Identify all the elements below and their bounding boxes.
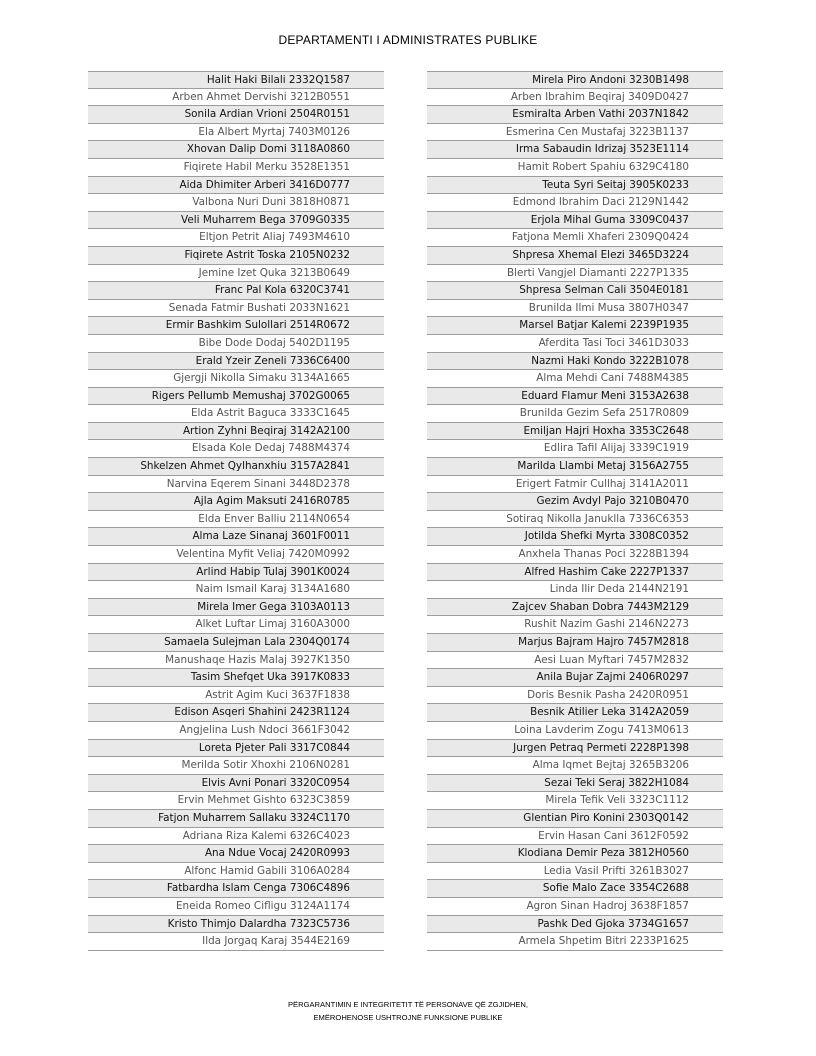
- list-item: Ermir Bashkim Sulollari 2514R0672: [88, 317, 384, 335]
- list-item: Besnik Atilier Leka 3142A2059: [427, 704, 723, 722]
- list-item: Eneida Romeo Cifligu 3124A1174: [88, 898, 384, 916]
- list-item: Jemine Izet Quka 3213B0649: [88, 265, 384, 283]
- list-item: Sonila Ardian Vrioni 2504R0151: [88, 106, 384, 124]
- list-item: Jurgen Petraq Permeti 2228P1398: [427, 740, 723, 758]
- list-item: Brunilda Ilmi Musa 3807H0347: [427, 300, 723, 318]
- list-item: Tasim Shefqet Uka 3917K0833: [88, 669, 384, 687]
- list-item: Esmerina Cen Mustafaj 3223B1137: [427, 124, 723, 142]
- list-item: Alma Mehdi Cani 7488M4385: [427, 370, 723, 388]
- list-item: Merilda Sotir Xhoxhi 2106N0281: [88, 757, 384, 775]
- list-item: Alma Laze Sinanaj 3601F0011: [88, 528, 384, 546]
- list-item: Ledia Vasil Prifti 3261B3027: [427, 863, 723, 881]
- list-item: Franc Pal Kola 6320C3741: [88, 282, 384, 300]
- list-item: Irma Sabaudin Idrizaj 3523E1114: [427, 141, 723, 159]
- list-item: Marjus Bajram Hajro 7457M2818: [427, 634, 723, 652]
- list-item: Fiqirete Astrit Toska 2105N0232: [88, 247, 384, 265]
- list-item: Ela Albert Myrtaj 7403M0126: [88, 124, 384, 142]
- list-item: Erigert Fatmir Cullhaj 3141A2011: [427, 476, 723, 494]
- list-item: Ervin Hasan Cani 3612F0592: [427, 828, 723, 846]
- list-item: Alfonc Hamid Gabili 3106A0284: [88, 863, 384, 881]
- list-item: Aesi Luan Myftari 7457M2832: [427, 652, 723, 670]
- list-item: Blerti Vangjel Diamanti 2227P1335: [427, 265, 723, 283]
- list-item: Agron Sinan Hadroj 3638F1857: [427, 898, 723, 916]
- list-item: Angjelina Lush Ndoci 3661F3042: [88, 722, 384, 740]
- list-item: Manushaqe Hazis Malaj 3927K1350: [88, 652, 384, 670]
- list-item: Rushit Nazim Gashi 2146N2273: [427, 616, 723, 634]
- list-item: Mirela Imer Gega 3103A0113: [88, 599, 384, 617]
- list-item: Emiljan Hajri Hoxha 3353C2648: [427, 423, 723, 441]
- list-item: Zajcev Shaban Dobra 7443M2129: [427, 599, 723, 617]
- list-item: Rigers Pellumb Memushaj 3702G0065: [88, 388, 384, 406]
- list-item: Nazmi Haki Kondo 3222B1078: [427, 353, 723, 371]
- list-item: Alma Iqmet Bejtaj 3265B3206: [427, 757, 723, 775]
- list-item: Shpresa Xhemal Elezi 3465D3224: [427, 247, 723, 265]
- list-item: Fiqirete Habil Merku 3528E1351: [88, 159, 384, 177]
- footer-line-2: EMËROHENOSE USHTROJNË FUNKSIONE PUBLIKE: [313, 1013, 503, 1022]
- list-item: Bibe Dode Dodaj 5402D1195: [88, 335, 384, 353]
- list-item: Edlira Tafil Alijaj 3339C1919: [427, 440, 723, 458]
- list-item: Ajla Agim Maksuti 2416R0785: [88, 493, 384, 511]
- list-item: Gezim Avdyl Pajo 3210B0470: [427, 493, 723, 511]
- list-item: Loina Lavderim Zogu 7413M0613: [427, 722, 723, 740]
- list-item: Samaela Sulejman Lala 2304Q0174: [88, 634, 384, 652]
- list-item: Ilda Jorgaq Karaj 3544E2169: [88, 933, 384, 951]
- list-item: Artion Zyhni Beqiraj 3142A2100: [88, 423, 384, 441]
- list-item: Shkelzen Ahmet Qylhanxhiu 3157A2841: [88, 458, 384, 476]
- list-item: Eltjon Petrit Aliaj 7493M4610: [88, 229, 384, 247]
- list-item: Aferdita Tasi Toci 3461D3033: [427, 335, 723, 353]
- list-item: Mirela Tefik Veli 3323C1112: [427, 792, 723, 810]
- list-item: Edison Asqeri Shahini 2423R1124: [88, 704, 384, 722]
- list-item: Halit Haki Bilali 2332Q1587: [88, 71, 384, 89]
- list-item: Anila Bujar Zajmi 2406R0297: [427, 669, 723, 687]
- list-item: Loreta Pjeter Pali 3317C0844: [88, 740, 384, 758]
- list-item: Glentian Piro Konini 2303Q0142: [427, 810, 723, 828]
- list-item: Ervin Mehmet Gishto 6323C3859: [88, 792, 384, 810]
- list-item: Jotilda Shefki Myrta 3308C0352: [427, 528, 723, 546]
- list-item: Elda Astrit Baguca 3333C1645: [88, 405, 384, 423]
- list-item: Shpresa Selman Cali 3504E0181: [427, 282, 723, 300]
- list-item: Adriana Riza Kalemi 6326C4023: [88, 828, 384, 846]
- list-item: Aida Dhimiter Arberi 3416D0777: [88, 177, 384, 195]
- list-item: Senada Fatmir Bushati 2033N1621: [88, 300, 384, 318]
- list-item: Fatjon Muharrem Sallaku 3324C1170: [88, 810, 384, 828]
- list-item: Alket Luftar Limaj 3160A3000: [88, 616, 384, 634]
- list-item: Linda Ilir Deda 2144N2191: [427, 581, 723, 599]
- list-item: Astrit Agim Kuci 3637F1838: [88, 687, 384, 705]
- list-item: Erald Yzeir Zeneli 7336C6400: [88, 353, 384, 371]
- list-item: Armela Shpetim Bitri 2233P1625: [427, 933, 723, 951]
- list-item: Esmiralta Arben Vathi 2037N1842: [427, 106, 723, 124]
- list-item: Brunilda Gezim Sefa 2517R0809: [427, 405, 723, 423]
- list-item: Teuta Syri Seitaj 3905K0233: [427, 177, 723, 195]
- list-item: Ana Ndue Vocaj 2420R0993: [88, 845, 384, 863]
- list-item: Pashk Ded Gjoka 3734G1657: [427, 916, 723, 934]
- list-item: Arlind Habip Tulaj 3901K0024: [88, 564, 384, 582]
- left-name-column: [88, 71, 384, 951]
- list-item: Sotiraq Nikolla Januklla 7336C6353: [427, 511, 723, 529]
- list-item: Velentina Myfit Veliaj 7420M0992: [88, 546, 384, 564]
- list-item: Arben Ibrahim Beqiraj 3409D0427: [427, 89, 723, 107]
- list-item: Gjergji Nikolla Simaku 3134A1665: [88, 370, 384, 388]
- list-item: Elda Enver Balliu 2114N0654: [88, 511, 384, 529]
- list-item: Narvina Eqerem Sinani 3448D2378: [88, 476, 384, 494]
- list-item: Xhovan Dalip Domi 3118A0860: [88, 141, 384, 159]
- list-item: Fatjona Memli Xhaferi 2309Q0424: [427, 229, 723, 247]
- list-item: Valbona Nuri Duni 3818H0871: [88, 194, 384, 212]
- list-item: Sofie Malo Zace 3354C2688: [427, 880, 723, 898]
- list-item: Erjola Mihal Guma 3309C0437: [427, 212, 723, 230]
- list-item: Kristo Thimjo Dalardha 7323C5736: [88, 916, 384, 934]
- list-item: Marsel Batjar Kalemi 2239P1935: [427, 317, 723, 335]
- list-item: Marilda Llambi Metaj 3156A2755: [427, 458, 723, 476]
- list-item: Hamit Robert Spahiu 6329C4180: [427, 159, 723, 177]
- list-item: Elsada Kole Dedaj 7488M4374: [88, 440, 384, 458]
- list-item: Eduard Flamur Meni 3153A2638: [427, 388, 723, 406]
- list-item: Fatbardha Islam Cenga 7306C4896: [88, 880, 384, 898]
- footer-line-1: PËRGARANTIMIN E INTEGRITETIT TË PERSONAVE QË ZGJIDHEN,: [287, 1000, 529, 1009]
- list-item: Anxhela Thanas Poci 3228B1394: [427, 546, 723, 564]
- list-item: Naim Ismail Karaj 3134A1680: [88, 581, 384, 599]
- footer: [0, 998, 816, 1024]
- list-item: Edmond Ibrahim Daci 2129N1442: [427, 194, 723, 212]
- list-item: Alfred Hashim Cake 2227P1337: [427, 564, 723, 582]
- document-title: DEPARTAMENTI I ADMINISTRATES PUBLIKE: [278, 33, 538, 47]
- list-item: Mirela Piro Andoni 3230B1498: [427, 71, 723, 89]
- list-item: Arben Ahmet Dervishi 3212B0551: [88, 89, 384, 107]
- list-item: Sezai Teki Seraj 3822H1084: [427, 775, 723, 793]
- list-item: Veli Muharrem Bega 3709G0335: [88, 212, 384, 230]
- list-item: Elvis Avni Ponari 3320C0954: [88, 775, 384, 793]
- list-item: Klodiana Demir Peza 3812H0560: [427, 845, 723, 863]
- right-name-column: [427, 71, 723, 951]
- list-item: Doris Besnik Pasha 2420R0951: [427, 687, 723, 705]
